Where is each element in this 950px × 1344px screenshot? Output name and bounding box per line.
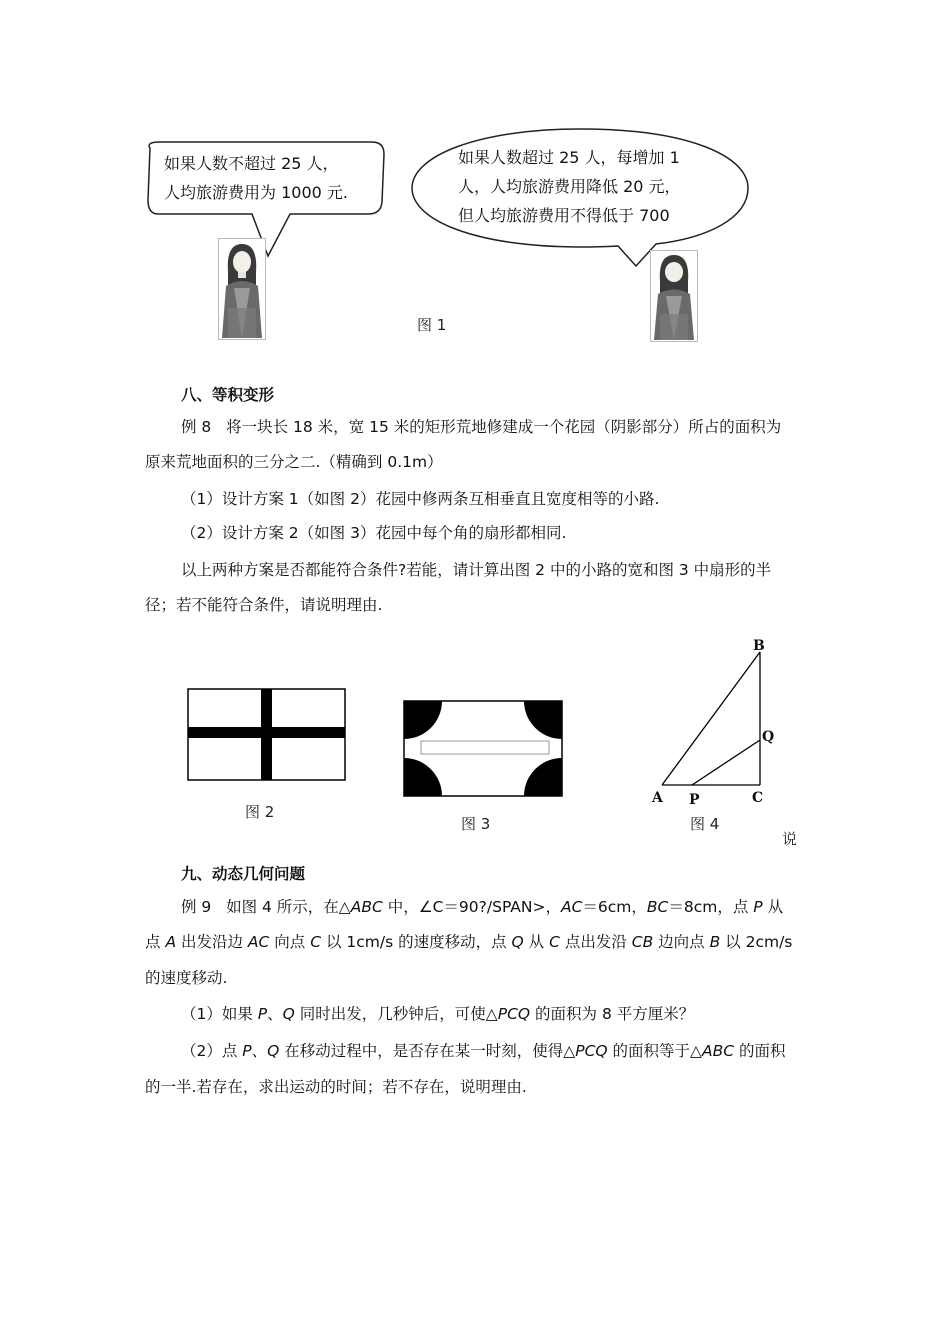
bubble-right-line-1: 如果人数超过 25 人，每增加 1: [458, 148, 680, 167]
plan-1: （1）设计方案 1（如图 2）花园中修两条互相垂直且宽度相等的小路.: [181, 490, 660, 508]
example-9-line-2: 点 A 出发沿边 AC 向点 C 以 1cm/s 的速度移动，点 Q 从 C 点出发沿 CB 边向点 B 以 2cm/s: [145, 933, 793, 951]
figure-3-diagram: [402, 699, 564, 798]
figure-3-caption: 图 3: [461, 815, 491, 833]
figure-2-caption: 图 2: [245, 803, 275, 821]
question-9-2: （2）点 P、Q 在移动过程中，是否存在某一时刻，使得△PCQ 的面积等于△ABC 的面积: [181, 1042, 786, 1060]
point-p-label: P: [689, 792, 700, 808]
point-b-label: B: [753, 638, 765, 654]
bubble-right-line-2: 人，人均旅游费用降低 20 元，: [458, 177, 681, 196]
question-9-2-cont: 的一半.若存在，求出运动的时间；若不存在，说明理由.: [145, 1078, 527, 1096]
section-9-heading: 九、动态几何问题: [181, 865, 306, 883]
question-text-cont: 径；若不能符合条件，请说明理由.: [145, 596, 383, 614]
figure-4-caption: 图 4: [690, 815, 720, 833]
girl-illustration-right: [650, 250, 698, 342]
point-c-label: C: [752, 790, 764, 806]
question-text: 以上两种方案是否都能符合条件?若能，请计算出图 2 中的小路的宽和图 3 中扇形的半: [181, 561, 772, 579]
example-9-line-3: 的速度移动.: [145, 969, 228, 987]
bubble-right-line-3: 但人均旅游费用不得低于 700: [458, 206, 670, 225]
section-8-heading: 八、等积变形: [181, 386, 275, 404]
figure-2-diagram: [186, 687, 348, 783]
question-9-1: （1）如果 P、Q 同时出发，几秒钟后，可使△PCQ 的面积为 8 平方厘米？: [181, 1005, 695, 1023]
girl-illustration-left: [218, 238, 266, 340]
plan-2: （2）设计方案 2（如图 3）花园中每个角的扇形都相同.: [181, 524, 567, 542]
stray-character: 说: [782, 830, 798, 848]
example-8-text-cont: 原来荒地面积的三分之二.（精确到 0.1m）: [145, 453, 443, 471]
example-8-text: 例 8 将一块长 18 米，宽 15 米的矩形荒地修建成一个花园（阴影部分）所占的面积为: [181, 418, 782, 436]
figure-1-caption: 图 1: [417, 316, 447, 334]
figure-4-diagram: [640, 632, 790, 807]
point-a-label: A: [652, 790, 663, 806]
bubble-left-line-1: 如果人数不超过 25 人，: [164, 154, 339, 173]
example-9-line-1: 例 9 如图 4 所示，在△ABC 中，∠C＝90?/SPAN>，AC＝6cm，BC＝8cm，点 P 从: [181, 898, 784, 916]
point-q-label: Q: [762, 729, 775, 745]
bubble-left-line-2: 人均旅游费用为 1000 元.: [164, 183, 348, 202]
